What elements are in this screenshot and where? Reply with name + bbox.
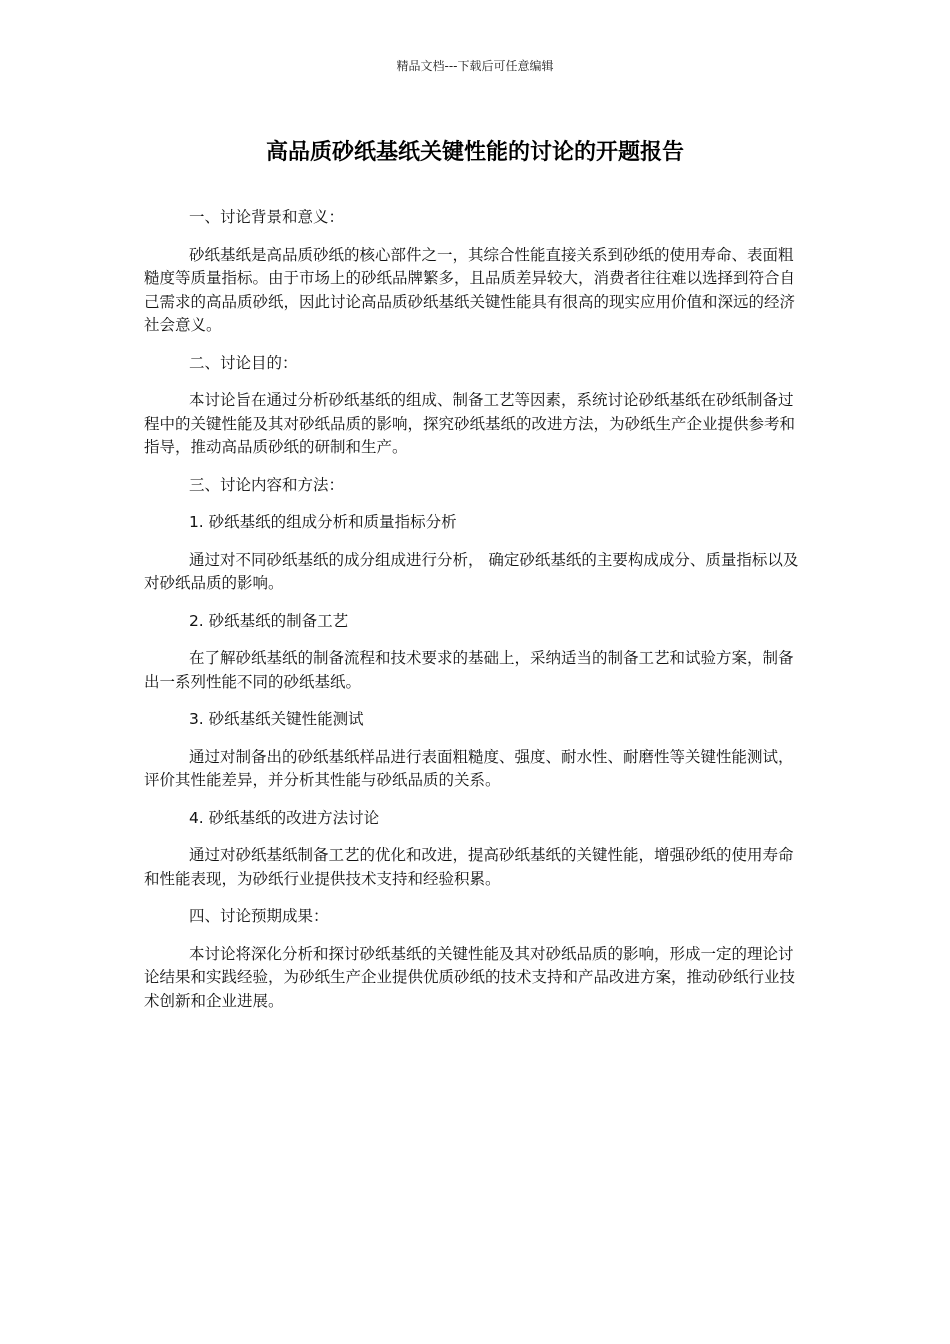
section-heading-outcomes: 四、讨论预期成果： [188,907,329,925]
subsection-body-2: 在了解砂纸基纸的制备流程和技术要求的基础上，采纳适当的制备工艺和试验方案，制备出一系列性能不同的砂纸基纸。 [144,649,794,691]
subsection-heading-3: 3. 砂纸基纸关键性能测试 [188,710,364,728]
section-heading-methods: 三、讨论内容和方法： [188,475,344,494]
section-heading-background: 一、讨论背景和意义： [188,208,344,226]
subsection-body-4: 通过对砂纸基纸制备工艺的优化和改进，提高砂纸基纸的关键性能，增强砂纸的使用寿命和性能表现，为砂纸行业提供技术支持和经验积累。 [144,846,794,888]
subsection-heading-2: 2. 砂纸基纸的制备工艺 [188,611,349,630]
section-heading-purpose: 二、讨论目的： [188,353,298,372]
section-body-background: 砂纸基纸是高品质砂纸的核心部件之一，其综合性能直接关系到砂纸的使用寿命、表面粗糙度等质量指标。由于市场上的砂纸品牌繁多，且品质差异较大，消费者往往难以选择到符合自己需求的高品质砂纸，因此讨论高品质砂纸基纸关键性能具有很高的现实应用价值和深远的经济社会意义。 [144,245,796,334]
section-body-purpose: 本讨论旨在通过分析砂纸基纸的组成、制备工艺等因素，系统讨论砂纸基纸在砂纸制备过程中的关键性能及其对砂纸品质的影响，探究砂纸基纸的改进方法，为砂纸生产企业提供参考和指导，推动高品质砂纸的研制和生产。 [144,391,796,456]
subsection-heading-4: 4. 砂纸基纸的改进方法讨论 [188,808,380,827]
subsection-body-1: 通过对不同砂纸基纸的成分组成进行分析， 确定砂纸基纸的主要构成成分、质量指标以及对砂纸品质的影响。 [144,550,799,592]
header-note: 精品文档---下载后可任意编辑 [396,59,554,73]
section-body-outcomes: 本讨论将深化分析和探讨砂纸基纸的关键性能及其对砂纸品质的影响，形成一定的理论讨论结果和实践经验，为砂纸生产企业提供优质砂纸的技术支持和产品改进方案，推动砂纸行业技术创新和企业进展。 [144,944,796,1010]
subsection-heading-1: 1. 砂纸基纸的组成分析和质量指标分析 [188,513,457,531]
document-body [144,206,808,1027]
document-title: 高品质砂纸基纸关键性能的讨论的开题报告 [265,140,684,165]
subsection-body-3: 通过对制备出的砂纸基纸样品进行表面粗糙度、强度、耐水性、耐磨性等关键性能测试，评价其性能差异，并分析其性能与砂纸品质的关系。 [144,747,794,789]
